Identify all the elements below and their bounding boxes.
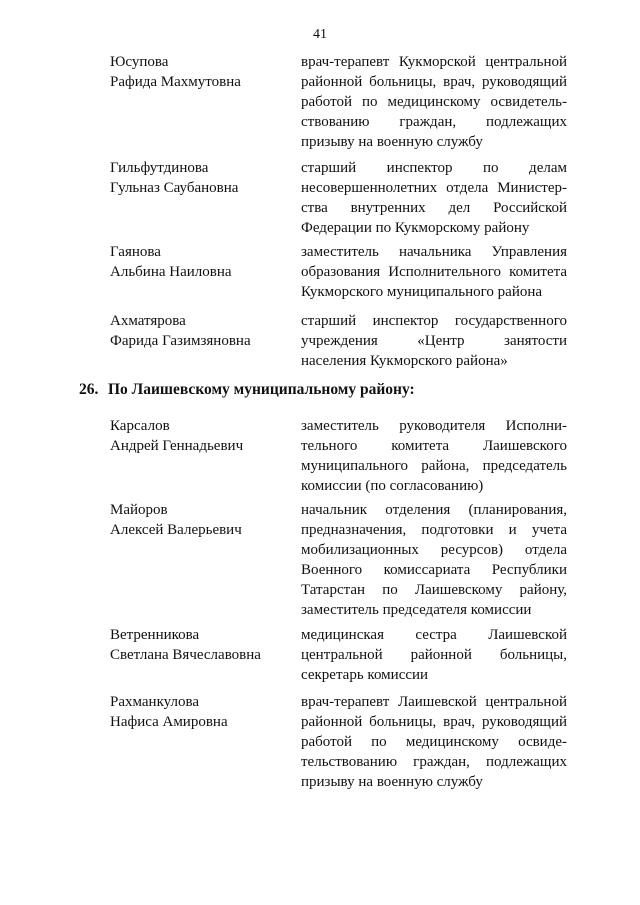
- position-line: ствованию граждан, подлежащих: [301, 114, 567, 130]
- member-surname: Майоров: [110, 502, 168, 518]
- position-line: секретарь комиссии: [301, 667, 429, 683]
- member-given-names: Алексей Валерьевич: [110, 522, 242, 538]
- position-line: образования Исполнительного комитета: [301, 264, 567, 280]
- section-heading: [79, 380, 415, 400]
- member-given-names: Светлана Вячеславовна: [110, 647, 261, 663]
- position-line: учреждения «Центр занятости: [301, 333, 567, 349]
- position-line: Кукморского муниципального района: [301, 284, 543, 300]
- member-name: [110, 52, 290, 92]
- member-name: [110, 500, 290, 540]
- member-position: [301, 416, 567, 496]
- member-given-names: Альбина Наиловна: [110, 264, 232, 280]
- member-position: [301, 52, 567, 152]
- member-name: [110, 311, 290, 351]
- position-line: Татарстан по Лаишевскому району,: [301, 582, 567, 598]
- member-name: [110, 692, 290, 732]
- position-line: Военного комиссариата Республики: [301, 562, 567, 578]
- section-title: По Лаишевскому муниципальному району:: [108, 381, 415, 398]
- member-position: [301, 242, 567, 302]
- member-surname: Юсупова: [110, 54, 169, 70]
- member-given-names: Нафиса Амировна: [110, 714, 228, 730]
- member-name: [110, 625, 290, 665]
- position-line: несовершеннолетних отдела Министер-: [301, 180, 567, 196]
- member-surname: Гаянова: [110, 244, 161, 260]
- member-given-names: Гульназ Саубановна: [110, 180, 239, 196]
- position-line: предназначения, подготовки и учета: [301, 522, 567, 538]
- member-name: [110, 242, 290, 282]
- position-line: работой по медицинскому освиде-: [301, 734, 567, 750]
- position-line: заместитель председателя комиссии: [301, 602, 532, 618]
- page-number: 41: [313, 27, 327, 42]
- member-given-names: Рафида Махмутовна: [110, 74, 241, 90]
- position-line: заместитель начальника Управления: [301, 244, 567, 260]
- position-line: центральной районной больницы,: [301, 647, 567, 663]
- position-line: призыву на военную службу: [301, 774, 483, 790]
- position-line: ства внутренних дел Российской: [301, 200, 567, 216]
- member-position: [301, 500, 567, 620]
- position-line: начальник отделения (планирования,: [301, 502, 567, 518]
- section-number: 26.: [79, 381, 99, 398]
- position-line: медицинская сестра Лаишевской: [301, 627, 567, 643]
- position-line: Федерации по Кукморскому району: [301, 220, 530, 236]
- position-line: заместитель руководителя Исполни-: [301, 418, 567, 434]
- position-line: работой по медицинскому освидетель-: [301, 94, 567, 110]
- member-position: [301, 158, 567, 238]
- position-line: призыву на военную службу: [301, 134, 483, 150]
- position-line: старший инспектор государственного: [301, 313, 567, 329]
- position-line: врач-терапевт Лаишевской центральной: [301, 694, 567, 710]
- position-line: населения Кукморского района»: [301, 353, 508, 369]
- member-given-names: Фарида Газимзяновна: [110, 333, 251, 349]
- member-surname: Ветренникова: [110, 627, 200, 643]
- member-surname: Карсалов: [110, 418, 170, 434]
- member-surname: Ахматярова: [110, 313, 186, 329]
- member-name: [110, 158, 290, 198]
- member-position: [301, 625, 567, 685]
- position-line: тельствованию граждан, подлежащих: [301, 754, 567, 770]
- position-line: врач-терапевт Кукморской центральной: [301, 54, 567, 70]
- position-line: тельного комитета Лаишевского: [301, 438, 567, 454]
- member-position: [301, 692, 567, 792]
- position-line: мобилизационных ресурсов) отдела: [301, 542, 567, 558]
- member-surname: Рахманкулова: [110, 694, 200, 710]
- position-line: муниципального района, председатель: [301, 458, 567, 474]
- member-given-names: Андрей Геннадьевич: [110, 438, 244, 454]
- member-position: [301, 311, 567, 371]
- position-line: комиссии (по согласованию): [301, 478, 484, 494]
- member-name: [110, 416, 290, 456]
- position-line: районной больницы, врач, руководящий: [301, 74, 567, 90]
- position-line: районной больницы, врач, руководящий: [301, 714, 567, 730]
- position-line: старший инспектор по делам: [301, 160, 567, 176]
- member-surname: Гильфутдинова: [110, 160, 209, 176]
